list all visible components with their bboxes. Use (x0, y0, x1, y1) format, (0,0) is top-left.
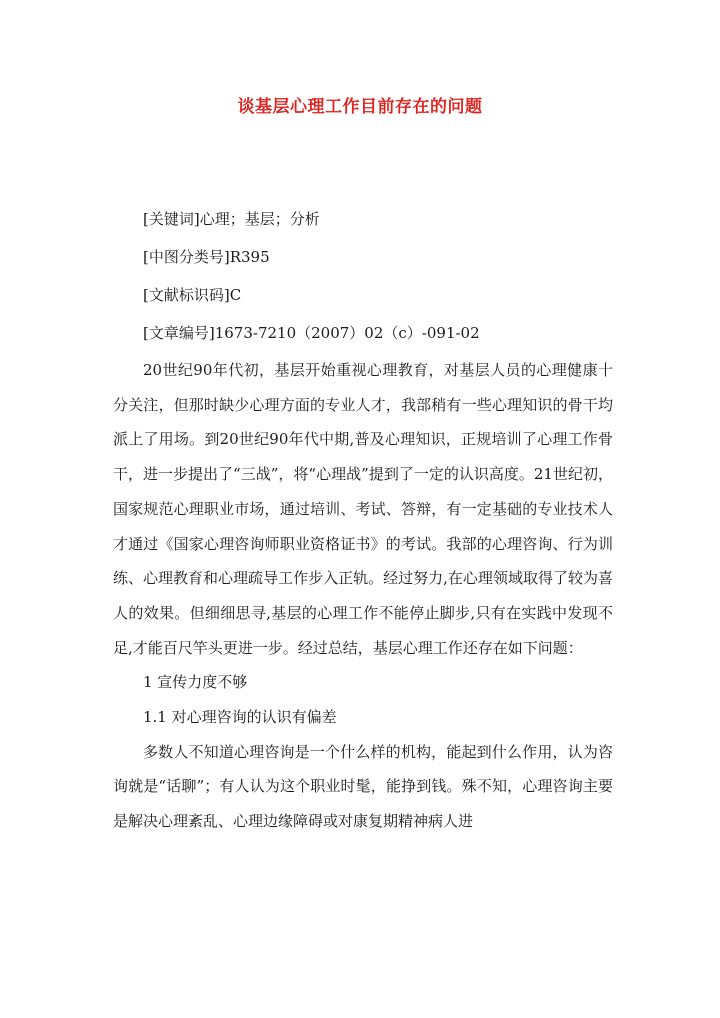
keywords-line: [关键词]心理；基层；分析 (143, 210, 320, 228)
doc-code-line: [文献标识码]C (143, 286, 242, 304)
article-number-line: [文章编号]1673-7210（2007）02（c）-091-02 (143, 324, 480, 342)
body-paragraph: 多数人不知道心理咨询是一个什么样的机构，能起到什么作用，认为咨询就是“话聊”；有人认为这个职业时髦，能挣到钱。殊不知，心理咨询主要是解决心理紊乱、心理边缘障碍或对康复期精神病人进 (113, 742, 613, 831)
document-title: 谈基层心理工作目前存在的问题 (237, 97, 483, 117)
section-heading-1: 1 宣传力度不够 (143, 673, 248, 692)
subsection-heading-1-1: 1.1 对心理咨询的认识有偏差 (143, 708, 337, 727)
document-body (113, 353, 613, 839)
intro-paragraph: 20世纪90年代初，基层开始重视心理教育，对基层人员的心理健康十分关注，但那时缺少心理方面的专业人才，我部稍有一些心理知识的骨干均派上了用场。到20世纪90年代中期,普及心理知识，正规培训了心理工作骨干，进一步提出了“三战”，将“心理战”提到了一定的认识高度。21世纪初，国家规范心理职业市场，通过培训、考试、答辩，有一定基础的专业技术人才通过《国家心理咨询师职业资格证书》的考试。我部的心理咨询、行为训练、心理教育和心理疏导工作步入正轨。经过努力,在心理领域取得了较为喜人的效果。但细细思寻,基层的心理工作不能停止脚步,只有在实践中发现不足,才能百尺竿头更进一步。经过总结，基层心理工作还存在如下问题： (113, 361, 613, 657)
classification-line: [中图分类号]R395 (143, 248, 270, 266)
